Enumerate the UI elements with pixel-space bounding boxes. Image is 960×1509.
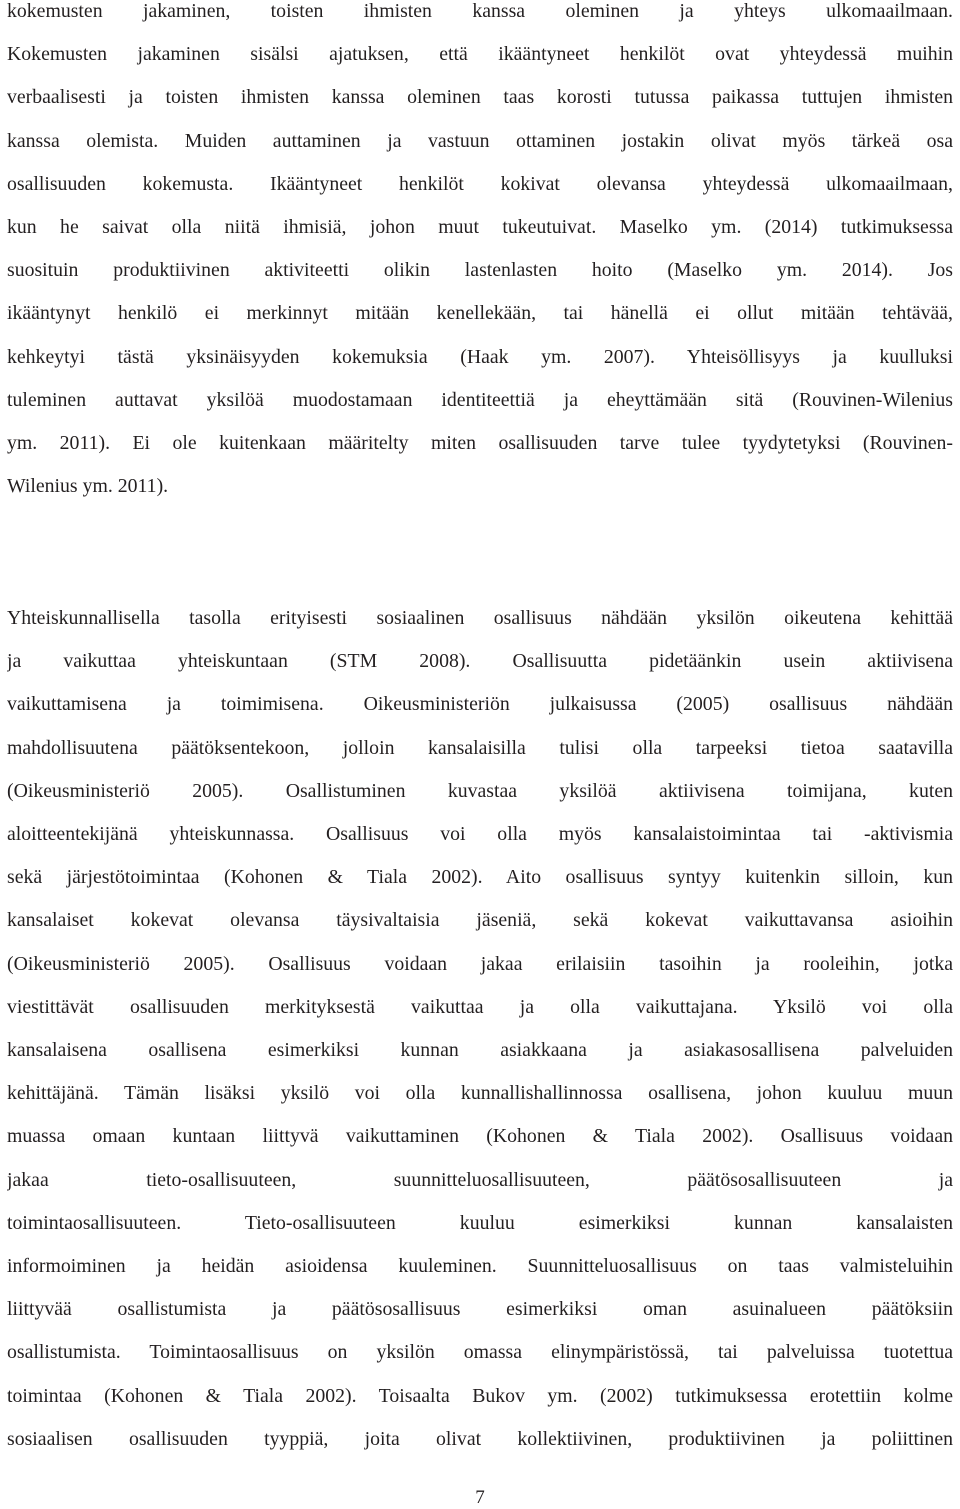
text-line: osallistumista. Toimintaosallisuus on yksilön omassa elinympäristössä, tai palveluissa tuotettua (7, 1341, 953, 1364)
text-line: tuleminen auttavat yksilöä muodostamaan identiteettiä ja eheyttämään sitä (Rouvinen-Wilenius (7, 388, 953, 411)
text-line: ja vaikuttaa yhteiskuntaan (STM 2008). Osallisuutta pidetäänkin usein aktiivisena (7, 650, 953, 673)
text-line: muassa omaan kuntaan liittyvä vaikuttaminen (Kohonen & Tiala 2002). Osallisuus voidaan (7, 1125, 953, 1148)
text-line: suosituin produktiivinen aktiviteetti olikin lastenlasten hoito (Maselko ym. 2014). Jos (7, 259, 953, 282)
text-line: kehittäjänä. Tämän lisäksi yksilö voi olla kunnallishallinnossa osallisena, johon kuuluu muun (7, 1082, 953, 1105)
text-line: sosiaalisen osallisuuden tyyppiä, joita olivat kollektiivinen, produktiivinen ja poliittinen (7, 1427, 953, 1450)
text-line: mahdollisuutena päätöksentekoon, jolloin kansalaisilla tulisi olla tarpeeksi tietoa saatavilla (7, 736, 953, 759)
paragraph-2 (7, 597, 953, 1461)
text-line: kun he saivat olla niitä ihmisiä, johon muut tukeutuivat. Maselko ym. (2014) tutkimuksessa (7, 216, 953, 239)
text-line: toimintaa (Kohonen & Tiala 2002). Toisaalta Bukov ym. (2002) tutkimuksessa erotettiin kolme (7, 1384, 953, 1407)
text-line: liittyvää osallistumista ja päätösosallisuus esimerkiksi oman asuinalueen päätöksiin (7, 1298, 953, 1321)
paragraph-1 (7, 0, 953, 508)
text-line: kokemusten jakaminen, toisten ihmisten kanssa oleminen ja yhteys ulkomaailmaan. (7, 0, 953, 22)
text-line: jakaa tieto-osallisuuteen, suunnitteluosallisuuteen, päätösosallisuuteen ja (7, 1168, 953, 1191)
text-line: toimintaosallisuuteen. Tieto-osallisuuteen kuuluu esimerkiksi kunnan kansalaisten (7, 1211, 953, 1234)
text-line: (Oikeusministeriö 2005). Osallisuus voidaan jakaa erilaisiin tasoihin ja rooleihin, jotka (7, 952, 953, 975)
page-number: 7 (475, 1487, 485, 1508)
text-line: viestittävät osallisuuden merkityksestä vaikuttaa ja olla vaikuttajana. Yksilö voi olla (7, 995, 953, 1018)
text-line: kansalaiset kokevat olevansa täysivaltaisia jäseniä, sekä kokevat vaikuttavansa asioihin (7, 909, 953, 932)
text-line: (Oikeusministeriö 2005). Osallistuminen kuvastaa yksilöä aktiivisena toimijana, kuten (7, 779, 953, 802)
text-line: ikääntynyt henkilö ei merkinnyt mitään kenellekään, tai hänellä ei ollut mitään tehtävää, (7, 302, 953, 325)
text-line: sekä järjestötoimintaa (Kohonen & Tiala 2002). Aito osallisuus syntyy kuitenkin silloin, kun (7, 866, 953, 889)
text-line: verbaalisesti ja toisten ihmisten kanssa oleminen taas korosti tutussa paikassa tuttujen ihmisten (7, 86, 953, 109)
text-line: informoiminen ja heidän asioidensa kuuleminen. Suunnitteluosallisuus on taas valmisteluihin (7, 1255, 953, 1278)
text-line: kansalaisena osallisena esimerkiksi kunnan asiakkaana ja asiakasosallisena palveluiden (7, 1039, 953, 1062)
text-line: Yhteiskunnallisella tasolla erityisesti sosiaalinen osallisuus nähdään yksilön oikeutena kehittää (7, 607, 953, 629)
text-line: Wilenius ym. 2011). (7, 475, 169, 498)
text-line: kehkeytyi tästä yksinäisyyden kokemuksia (Haak ym. 2007). Yhteisöllisyys ja kuulluksi (7, 345, 953, 368)
text-line: kanssa olemista. Muiden auttaminen ja vastuun ottaminen jostakin olivat myös tärkeä osa (7, 129, 953, 152)
text-line: osallisuuden kokemusta. Ikääntyneet henkilöt kokivat olevansa yhteydessä ulkomaailmaan, (7, 172, 953, 195)
text-line: ym. 2011). Ei ole kuitenkaan määritelty miten osallisuuden tarve tulee tyydytetyksi (Rouvinen- (7, 432, 953, 455)
text-line: Kokemusten jakaminen sisälsi ajatuksen, että ikääntyneet henkilöt ovat yhteydessä muihin (7, 43, 953, 66)
text-line: vaikuttamisena ja toimimisena. Oikeusministeriön julkaisussa (2005) osallisuus nähdään (7, 693, 953, 716)
text-line: aloitteentekijänä yhteiskunnassa. Osallisuus voi olla myös kansalaistoimintaa tai -aktivismia (7, 823, 953, 846)
